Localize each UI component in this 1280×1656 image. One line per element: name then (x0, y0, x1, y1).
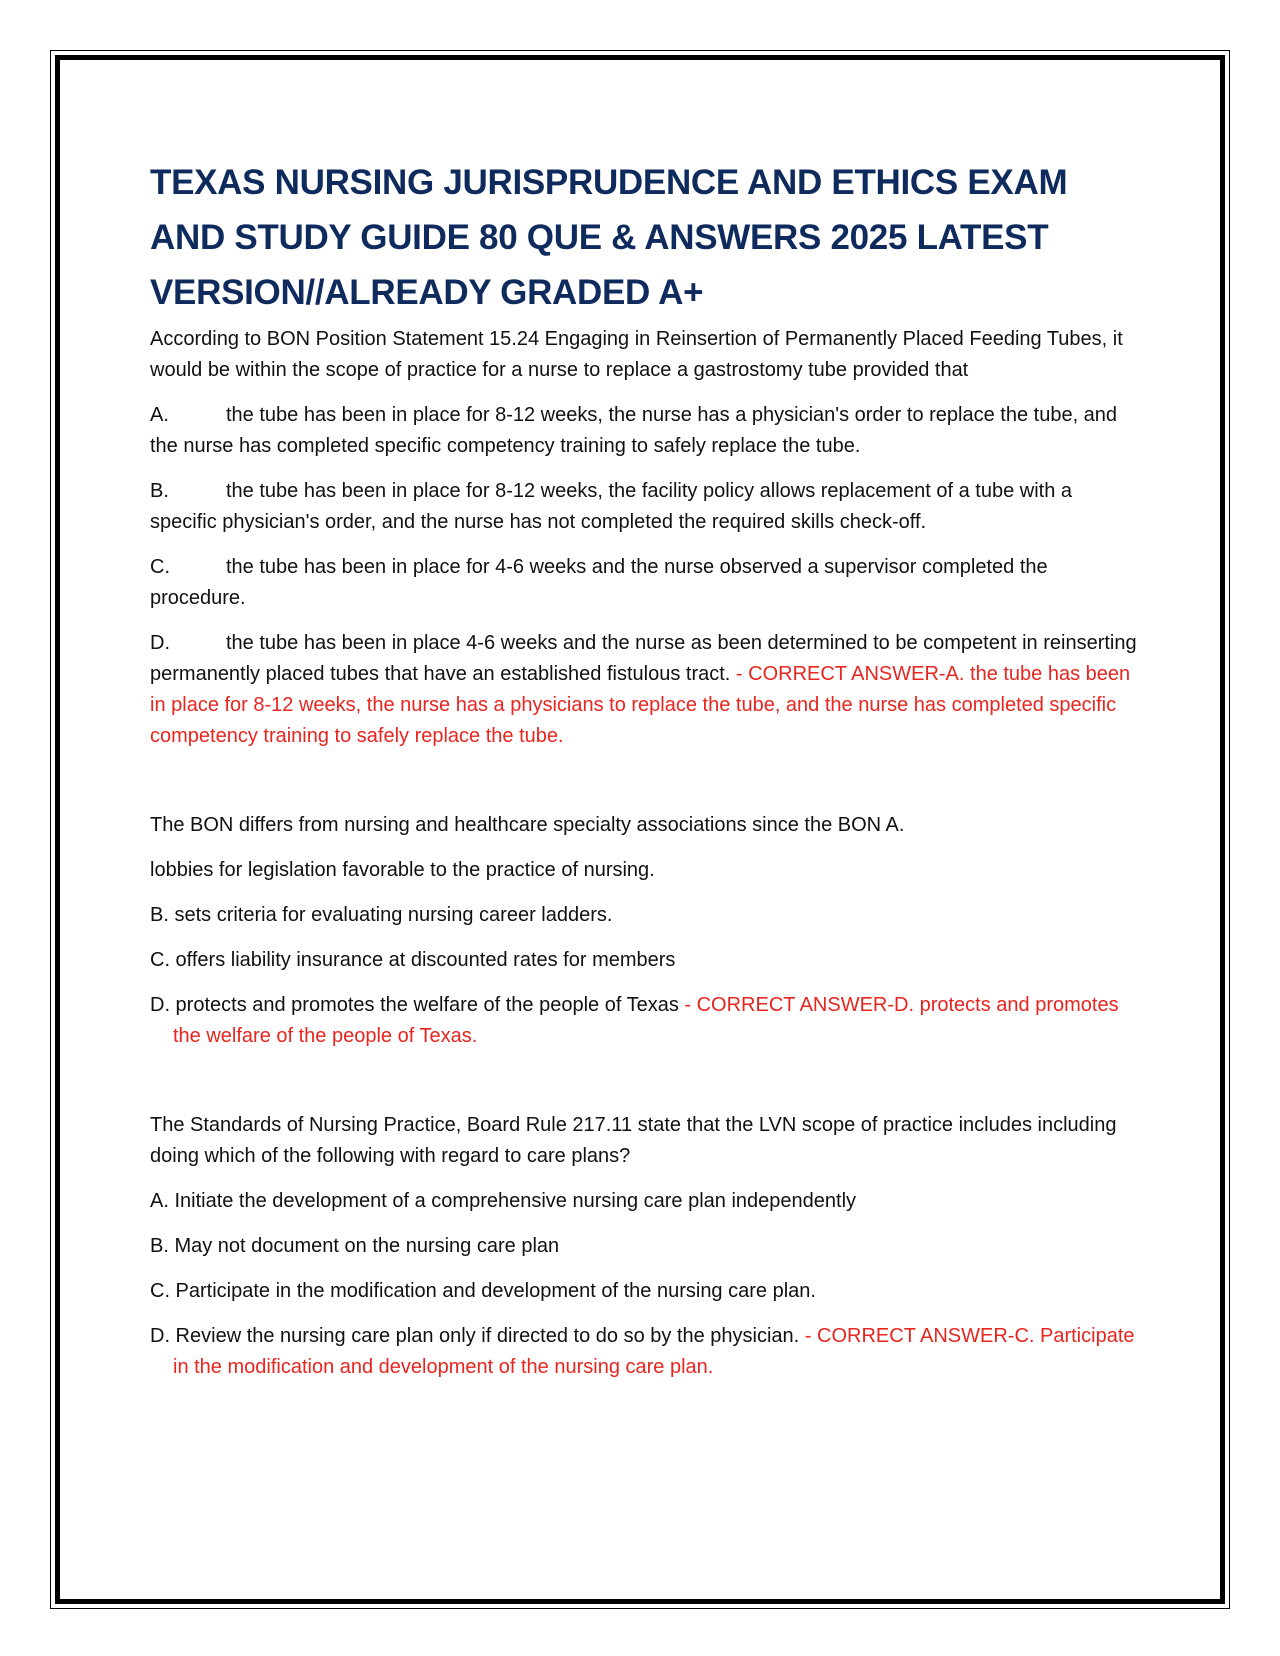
option-letter: B. (150, 480, 169, 502)
option-text: the tube has been in place 4-6 weeks and the nurse as been determined to be competent in reinserting permanently placed tubes that have an established fistulous tract. (150, 632, 1137, 685)
question-3-option-d (150, 1321, 1140, 1383)
question-2-option: C. offers liability insurance at discounted rates for members (150, 949, 676, 971)
question-3-correct-answer: - CORRECT ANSWER-C. Participate in the modification and development of the nursing care plan. (173, 1325, 1135, 1378)
question-3-option: A. Initiate the development of a comprehensive nursing care plan independently (150, 1190, 857, 1212)
question-2-stem: The BON differs from nursing and healthcare specialty associations since the BON A. (150, 814, 905, 836)
spacer (150, 1066, 1140, 1110)
option-text: D. Review the nursing care plan only if directed to do so by the physician. (150, 1325, 800, 1347)
option-letter: C. (150, 556, 170, 578)
question-1-option-d (150, 628, 1140, 752)
option-letter: D. (150, 632, 170, 654)
option-text: the tube has been in place for 8-12 weeks, the nurse has a physician's order to replace the tube, and the nurse has completed specific competency training to safely replace the tube. (150, 404, 1118, 457)
question-3-option: B. May not document on the nursing care plan (150, 1235, 560, 1257)
option-text: the tube has been in place for 8-12 weeks, the facility policy allows replacement of a tube with a specific physician's order, and the nurse has not completed the required skills check-off. (150, 480, 1073, 533)
question-3 (150, 1110, 1140, 1383)
document-content (150, 155, 1140, 1397)
question-1-correct-answer: - CORRECT ANSWER-A. the tube has been in place for 8-12 weeks, the nurse has a physicians to replace the tube, and the nurse has completed specific competency training to safely replace the tube. (150, 663, 1131, 747)
option-text: D. protects and promotes the welfare of the people of Texas (150, 994, 679, 1016)
question-2-option: lobbies for legislation favorable to the practice of nursing. (150, 859, 655, 881)
question-1-option-b (150, 476, 1140, 538)
question-3-option: C. Participate in the modification and development of the nursing care plan. (150, 1280, 816, 1302)
question-1-option-a (150, 400, 1140, 462)
question-3-stem: The Standards of Nursing Practice, Board Rule 217.11 state that the LVN scope of practice includes including doing which of the following with regard to care plans? (150, 1114, 1117, 1167)
question-1-stem: According to BON Position Statement 15.24 Engaging in Reinsertion of Permanently Placed Feeding Tubes, it would be within the scope of practice for a nurse to replace a gastrostomy tube provided that (150, 328, 1123, 381)
question-2-option: B. sets criteria for evaluating nursing career ladders. (150, 904, 613, 926)
question-1 (150, 324, 1140, 752)
question-2 (150, 810, 1140, 1052)
question-2-correct-answer: - CORRECT ANSWER-D. protects and promotes the welfare of the people of Texas. (173, 994, 1119, 1047)
spacer (150, 766, 1140, 810)
option-text: the tube has been in place for 4-6 weeks and the nurse observed a supervisor completed the procedure. (150, 556, 1048, 609)
question-1-option-c (150, 552, 1140, 614)
option-letter: A. (150, 404, 169, 426)
document-title: TEXAS NURSING JURISPRUDENCE AND ETHICS EXAM AND STUDY GUIDE 80 QUE & ANSWERS 2025 LATEST VERSION//ALREADY GRADED A+ (150, 163, 1068, 312)
question-2-option-d (150, 990, 1140, 1052)
